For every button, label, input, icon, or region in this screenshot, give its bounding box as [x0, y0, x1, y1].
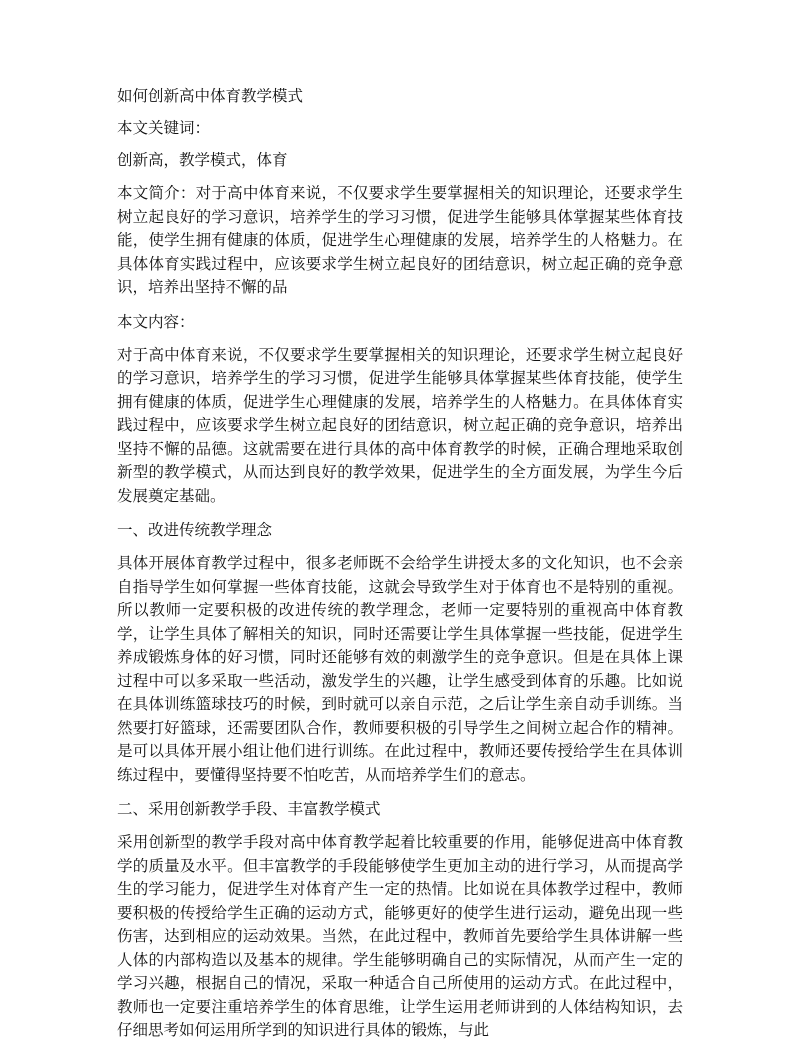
section-2-body: 采用创新型的教学手段对高中体育教学起着比较重要的作用，能够促进高中体育教学的质量及水平。但丰富教学的手段能够使学生更加主动的进行学习，从而提高学生的学习能力，促进学生对体育产生一定的热情。比如说在具体教学过程中，教师要积极的传授给学生正确的运动方式，能够更好的使学生进行运动，避免出现一些伤害，达到相应的运动效果。当然，在此过程中，教师首先要给学生具体讲解一些人体的内部构造以及基本的规律。学生能够明确自己的实际情况，从而产生一定的学习兴趣，根据自己的情况，采取一种适合自己所使用的运动方式。在此过程中，教师也一定要注重培养学生的体育思维，让学生运用老师讲到的人体结构知识，去仔细思考如何运用所学到的知识进行具体的锻炼，与此: [117, 833, 683, 1039]
keywords-label: 本文关键词：: [117, 119, 211, 137]
section-1-body: 具体开展体育教学过程中，很多老师既不会给学生讲授太多的文化知识，也不会亲自指导学生如何掌握一些体育技能，这就会导致学生对于体育也不是特别的重视。所以教师一定要积极的改进传统的教学理念，老师一定要特别的重视高中体育教学，让学生具体了解相关的知识，同时还需要让学生具体掌握一些技能，促进学生养成锻炼身体的好习惯，同时还能够有效的刺激学生的竞争意识。但是在具体上课过程中可以多采取一些活动，激发学生的兴趣，让学生感受到体育的乐趣。比如说在具体训练篮球技巧的时候，到时就可以亲自示范，之后让学生亲自动手训练。当然要打好篮球，还需要团队合作，教师要积极的引导学生之间树立起合作的精神。是可以具体开展小组让他们进行训练。在此过程中，教师还要传授给学生在具体训练过程中，要懂得坚持要不怕吃苦，从而培养学生们的意志。: [117, 554, 683, 784]
document-page: [117, 86, 683, 1055]
document-title: 如何创新高中体育教学模式: [117, 87, 304, 105]
content-paragraph: 对于高中体育来说，不仅要求学生要掌握相关的知识理论，还要求学生树立起良好的学习意识，培养学生的学习习惯，促进学生能够具体掌握某些体育技能，使学生拥有健康的体质，促进学生心理健康的发展，培养学生的人格魅力。在具体体育实践过程中，应该要求学生树立起良好的团结意识，树立起正确的竞争意识，培养出坚持不懈的品德。这就需要在进行具体的高中体育教学的时候，正确合理地采取创新型的教学模式，从而达到良好的教学效果，促进学生的全方面发展，为学生今后发展奠定基础。: [117, 345, 683, 505]
summary-paragraph: 本文简介：对于高中体育来说，不仅要求学生要掌握相关的知识理论，还要求学生树立起良好的学习意识，培养学生的学习习惯，促进学生能够具体掌握某些体育技能，使学生拥有健康的体质，促进学生心理健康的发展，培养学生的人格魅力。在具体体育实践过程中，应该要求学生树立起良好的团结意识，树立起正确的竞争意识，培养出坚持不懈的品: [117, 184, 683, 296]
section-1-heading: 一、改进传统教学理念: [117, 521, 273, 539]
section-2-heading: 二、采用创新教学手段、丰富教学模式: [117, 800, 381, 818]
keywords-text: 创新高，教学模式，体育: [117, 151, 288, 169]
content-label: 本文内容：: [117, 312, 195, 331]
